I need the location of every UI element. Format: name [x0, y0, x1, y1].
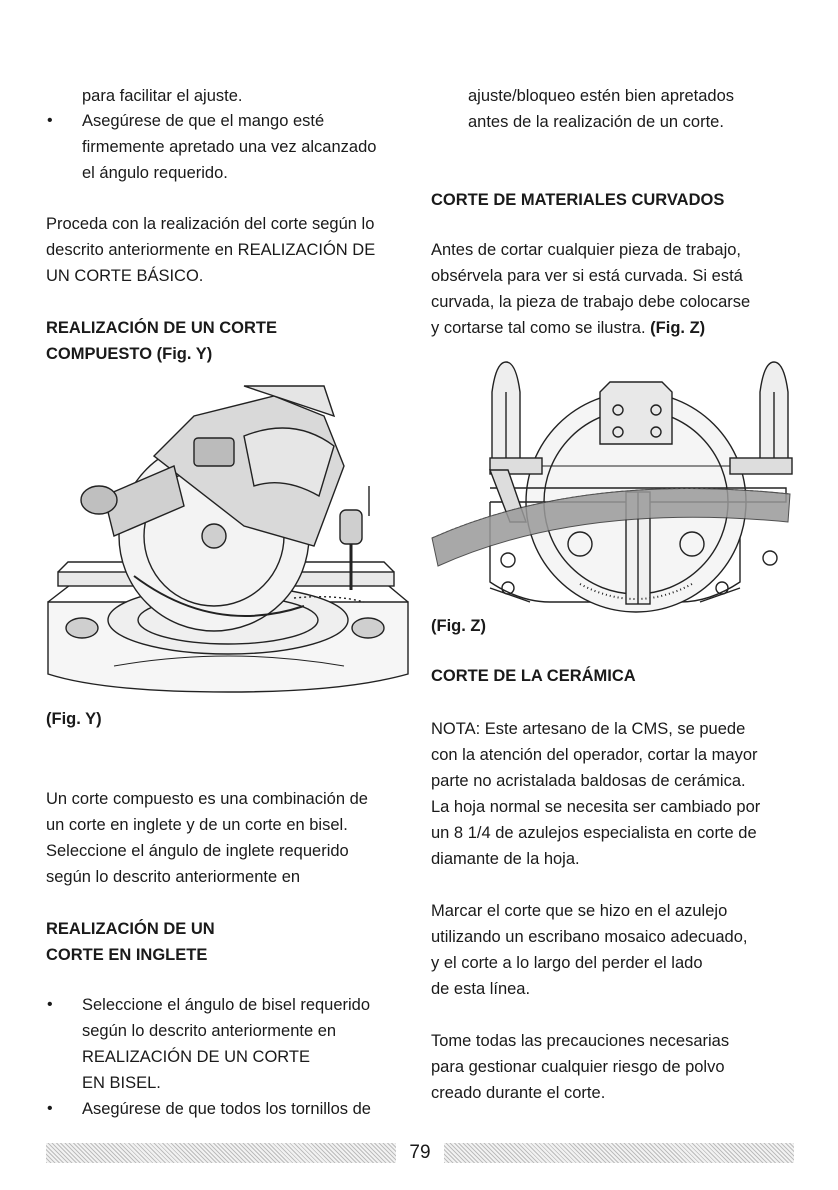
text-line: un 8 1/4 de azulejos especialista en corte de [431, 824, 757, 842]
footer-hatch-left [46, 1143, 396, 1163]
text-line: para gestionar cualquier riesgo de polvo [431, 1058, 725, 1076]
figure-caption: (Fig. Z) [431, 617, 486, 635]
text-line: Marcar el corte que se hizo en el azulejo [431, 902, 728, 920]
text-line: para facilitar el ajuste. [82, 87, 243, 105]
text-line: con la atención del operador, cortar la mayor [431, 746, 758, 764]
text-line: Tome todas las precauciones necesarias [431, 1032, 730, 1050]
text-line: EN BISEL. [82, 1074, 161, 1092]
bullet-marker: • [47, 112, 53, 129]
miter-saw-illustration [44, 376, 412, 696]
text-line: según lo descrito anteriormente en [82, 1022, 337, 1040]
section-heading: CORTE EN INGLETE [46, 946, 208, 964]
text-line: Seleccione el ángulo de inglete requerido [46, 842, 349, 860]
text-span: y cortarse tal como se ilustra. [431, 319, 651, 337]
text-line: antes de la realización de un corte. [468, 113, 724, 131]
text-line: según lo descrito anteriormente en [46, 868, 301, 886]
text-line: Asegúrese de que el mango esté [82, 112, 325, 130]
text-line: el ángulo requerido. [82, 164, 228, 182]
text-line: descrito anteriormente en REALIZACIÓN DE [46, 241, 376, 259]
figure-caption: (Fig. Y) [46, 710, 102, 728]
text-line: obsérvela para ver si está curvada. Si está [431, 267, 743, 285]
section-heading: REALIZACIÓN DE UN CORTE [46, 319, 277, 337]
footer-hatch-right [444, 1143, 794, 1163]
text-line: creado durante el corte. [431, 1084, 606, 1102]
text-line: La hoja normal se necesita ser cambiado por [431, 798, 761, 816]
bullet-marker: • [47, 996, 53, 1013]
text-line: Seleccione el ángulo de bisel requerido [82, 996, 371, 1014]
text-line: Antes de cortar cualquier pieza de trabajo, [431, 241, 742, 259]
text-line: ajuste/bloqueo estén bien apretados [468, 87, 735, 105]
text-line: Un corte compuesto es una combinación de [46, 790, 368, 808]
text-line: diamante de la hoja. [431, 850, 580, 868]
text-line: Proceda con la realización del corte según lo [46, 215, 375, 233]
section-heading: CORTE DE LA CERÁMICA [431, 667, 636, 685]
section-heading: COMPUESTO (Fig. Y) [46, 345, 213, 363]
text-line: Asegúrese de que todos los tornillos de [82, 1100, 371, 1118]
text-line: UN CORTE BÁSICO. [46, 267, 204, 285]
text-line: de esta línea. [431, 980, 531, 998]
text-line: un corte en inglete y de un corte en bisel. [46, 816, 348, 834]
text-line: curvada, la pieza de trabajo debe colocarse [431, 293, 751, 311]
page-number: 79 [409, 1142, 431, 1163]
text-line: utilizando un escribano mosaico adecuado, [431, 928, 748, 946]
bullet-marker: • [47, 1100, 53, 1117]
section-heading: REALIZACIÓN DE UN [46, 920, 215, 938]
text-line: NOTA: Este artesano de la CMS, se puede [431, 720, 746, 738]
text-line: REALIZACIÓN DE UN CORTE [82, 1048, 310, 1066]
text-line: y el corte a lo largo del perder el lado [431, 954, 703, 972]
text-line: parte no acristalada baldosas de cerámica. [431, 772, 746, 790]
section-heading: CORTE DE MATERIALES CURVADOS [431, 191, 725, 209]
figure-reference: (Fig. Z) [650, 319, 706, 337]
curved-workpiece-illustration [430, 352, 800, 614]
text-line [431, 316, 705, 342]
text-line: firmemente apretado una vez alcanzado [82, 138, 377, 156]
